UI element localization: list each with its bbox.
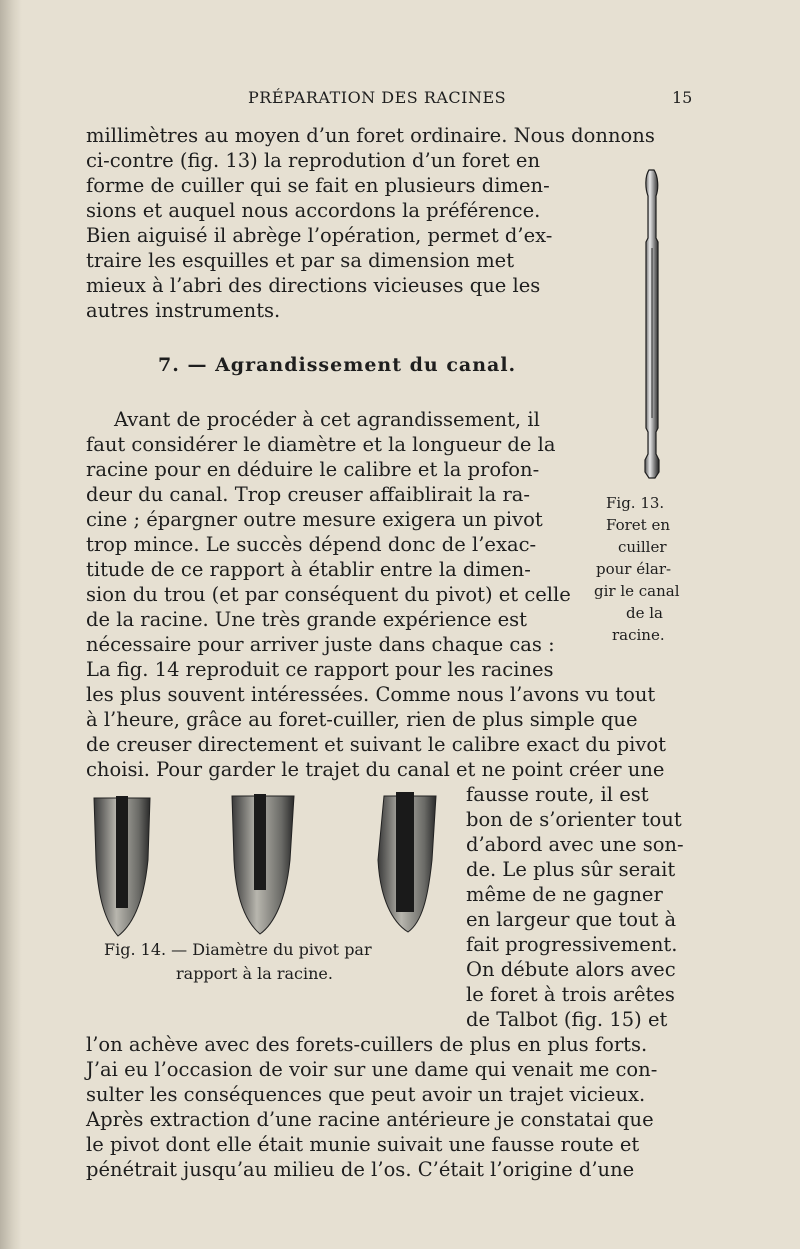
section-heading: 7. — Agrandissement du canal.	[158, 354, 517, 376]
spoon-drill-illustration	[636, 168, 666, 480]
figure-caption-line: pour élar-	[596, 560, 672, 578]
text-line: J’ai eu l’occasion de voir sur une dame qui venait me con-	[86, 1058, 658, 1081]
text-line: ci-contre (fig. 13) la reprodution d’un foret en	[86, 149, 541, 172]
text-line: millimètres au moyen d’un foret ordinaire. Nous donnons	[86, 124, 655, 147]
text-line: choisi. Pour garder le trajet du canal et ne point créer une	[86, 758, 665, 781]
text-line: le foret à trois arêtes	[466, 983, 675, 1006]
text-line: bon de s’orienter tout	[466, 808, 682, 831]
text-line: racine pour en déduire le calibre et la profon-	[86, 458, 540, 481]
text-line: cine ; épargner outre mesure exigera un pivot	[86, 508, 543, 531]
text-line: de Talbot (fig. 15) et	[466, 1008, 668, 1031]
text-line: de creuser directement et suivant le calibre exact du pivot	[86, 733, 666, 756]
text-line: de. Le plus sûr serait	[466, 858, 676, 881]
text-line: trop mince. Le succès dépend donc de l’exac-	[86, 533, 537, 556]
page-number: 15	[672, 88, 693, 107]
text-line: nécessaire pour arriver juste dans chaque cas :	[86, 633, 555, 656]
text-line: fait progressivement.	[466, 933, 678, 956]
text-line: le pivot dont elle était munie suivait une fausse route et	[86, 1133, 640, 1156]
figure-caption-line: gir le canal	[594, 582, 680, 600]
text-line: même de ne gagner	[466, 883, 663, 906]
text-line: forme de cuiller qui se fait en plusieurs dimen-	[86, 174, 550, 197]
text-line: pénétrait jusqu’au milieu de l’os. C’était l’origine d’une	[86, 1158, 635, 1181]
figure-caption-line: racine.	[612, 626, 665, 644]
text-line: mieux à l’abri des directions vicieuses que les	[86, 274, 541, 297]
text-line: autres instruments.	[86, 299, 281, 322]
figure-caption-line: Fig. 13.	[606, 494, 665, 512]
figure-caption-line: cuiller	[618, 538, 667, 556]
root-pivot-illustration	[88, 790, 448, 938]
text-line: sion du trou (et par conséquent du pivot) et celle	[86, 583, 571, 606]
text-line: sions et auquel nous accordons la préférence.	[86, 199, 541, 222]
text-line: l’on achève avec des forets-cuillers de plus en plus forts.	[86, 1033, 648, 1056]
text-line: La fig. 14 reproduit ce rapport pour les racines	[86, 658, 554, 681]
text-line: Après extraction d’une racine antérieure je constatai que	[86, 1108, 654, 1131]
text-line: à l’heure, grâce au foret-cuiller, rien de plus simple que	[86, 708, 638, 731]
text-line: de la racine. Une très grande expérience est	[86, 608, 527, 631]
text-line: d’abord avec une son-	[466, 833, 684, 856]
text-line: fausse route, il est	[466, 783, 649, 806]
running-header: PRÉPARATION DES RACINES	[248, 88, 507, 107]
text-line: On débute alors avec	[466, 958, 676, 981]
page-edge-shadow	[0, 0, 22, 1249]
text-line: deur du canal. Trop creuser affaiblirait la ra-	[86, 483, 530, 506]
text-line: traire les esquilles et par sa dimension met	[86, 249, 515, 272]
figure-caption-line: Fig. 14. — Diamètre du pivot par	[104, 940, 372, 959]
text-line: Bien aiguisé il abrège l’opération, permet d’ex-	[86, 224, 553, 247]
figure-caption-line: de la	[626, 604, 663, 622]
text-line: Avant de procéder à cet agrandissement, il	[114, 408, 540, 431]
text-line: titude de ce rapport à établir entre la dimen-	[86, 558, 531, 581]
text-line: faut considérer le diamètre et la longueur de la	[86, 433, 556, 456]
text-line: en largeur que tout à	[466, 908, 677, 931]
figure-caption-line: Foret en	[606, 516, 670, 534]
text-line: les plus souvent intéressées. Comme nous l’avons vu tout	[86, 683, 656, 706]
text-line: sulter les conséquences que peut avoir un trajet vicieux.	[86, 1083, 646, 1106]
figure-caption-line: rapport à la racine.	[176, 964, 333, 983]
